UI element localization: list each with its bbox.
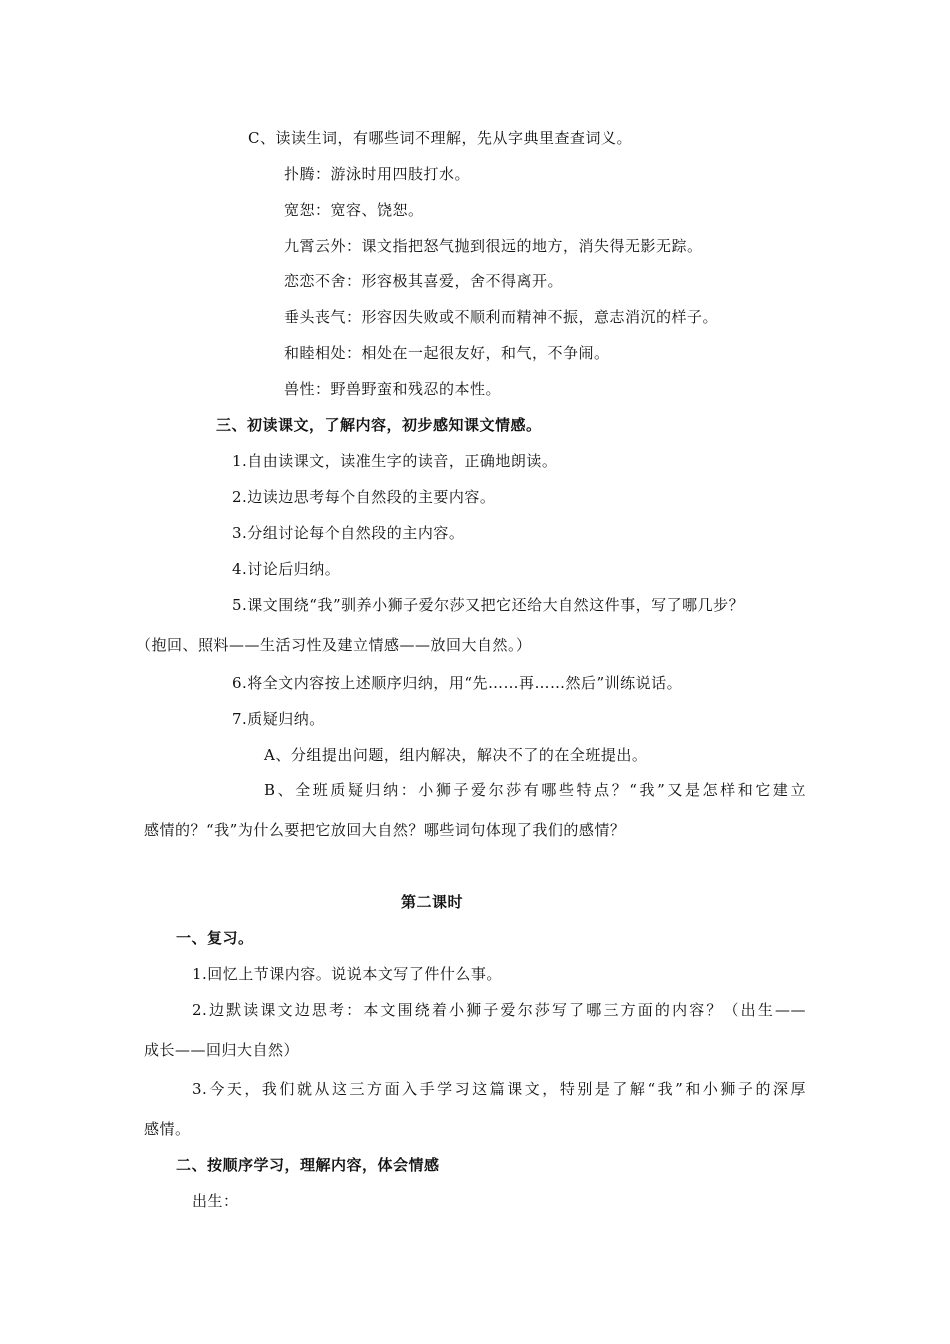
subsection-label: 出生：	[192, 1192, 239, 1210]
step: 5.课文围绕“我”驯养小狮子爱尔莎又把它还给大自然这件事，写了哪几步？	[232, 596, 745, 614]
vocab-item: 垂头丧气：形容因失败或不顺利而精神不振，意志消沉的样子。	[284, 308, 719, 326]
step: 3.分组讨论每个自然段的主内容。	[232, 524, 465, 542]
step: 6.将全文内容按上述顺序归纳，用“先……再……然后”训练说话。	[232, 674, 683, 692]
vocab-intro: C、读读生词，有哪些词不理解，先从字典里查查词义。	[248, 129, 632, 147]
vocab-item: 和睦相处：相处在一起很友好，和气，不争闹。	[284, 344, 610, 362]
vocab-item: 扑腾：游泳时用四肢打水。	[284, 165, 471, 183]
vocab-item: 宽恕：宽容、饶恕。	[284, 201, 424, 219]
step: 1.回忆上节课内容。说说本文写了件什么事。	[192, 965, 502, 983]
step: 4.讨论后归纳。	[232, 560, 341, 578]
vocab-item: 恋恋不舍：形容极其喜爱，舍不得离开。	[284, 272, 564, 290]
lesson-title: 第二课时	[401, 893, 464, 911]
section-heading: 一、复习。	[176, 929, 254, 947]
substep: A、分组提出问题，组内解决，解决不了的在全班提出。	[264, 746, 648, 764]
section-heading: 三、初读课文，了解内容，初步感知课文情感。	[216, 416, 542, 434]
step-continuation: 感情。	[144, 1120, 191, 1138]
vocab-item: 兽性：野兽野蛮和残忍的本性。	[284, 380, 502, 398]
step: 7.质疑归纳。	[232, 710, 325, 728]
vocab-item: 九霄云外：课文指把怒气抛到很远的地方，消失得无影无踪。	[284, 237, 703, 255]
substep: B、全班质疑归纳：小狮子爱尔莎有哪些特点？“我”又是怎样和它建立	[264, 781, 806, 799]
step-continuation: 成长——回归大自然）	[144, 1041, 300, 1059]
section-heading: 二、按顺序学习，理解内容，体会情感	[176, 1156, 440, 1174]
step: 1.自由读课文，读准生字的读音，正确地朗读。	[232, 452, 558, 470]
step: 3.今天，我们就从这三方面入手学习这篇课文，特别是了解“我”和小狮子的深厚	[192, 1080, 806, 1098]
step-answer: （抱回、照料——生活习性及建立情感——放回大自然。）	[136, 636, 532, 654]
step: 2.边默读课文边思考：本文围绕着小狮子爱尔莎写了哪三方面的内容？（出生——	[192, 1001, 806, 1019]
substep-continuation: 感情的？“我”为什么要把它放回大自然？哪些词句体现了我们的感情？	[144, 821, 626, 839]
step: 2.边读边思考每个自然段的主要内容。	[232, 488, 496, 506]
